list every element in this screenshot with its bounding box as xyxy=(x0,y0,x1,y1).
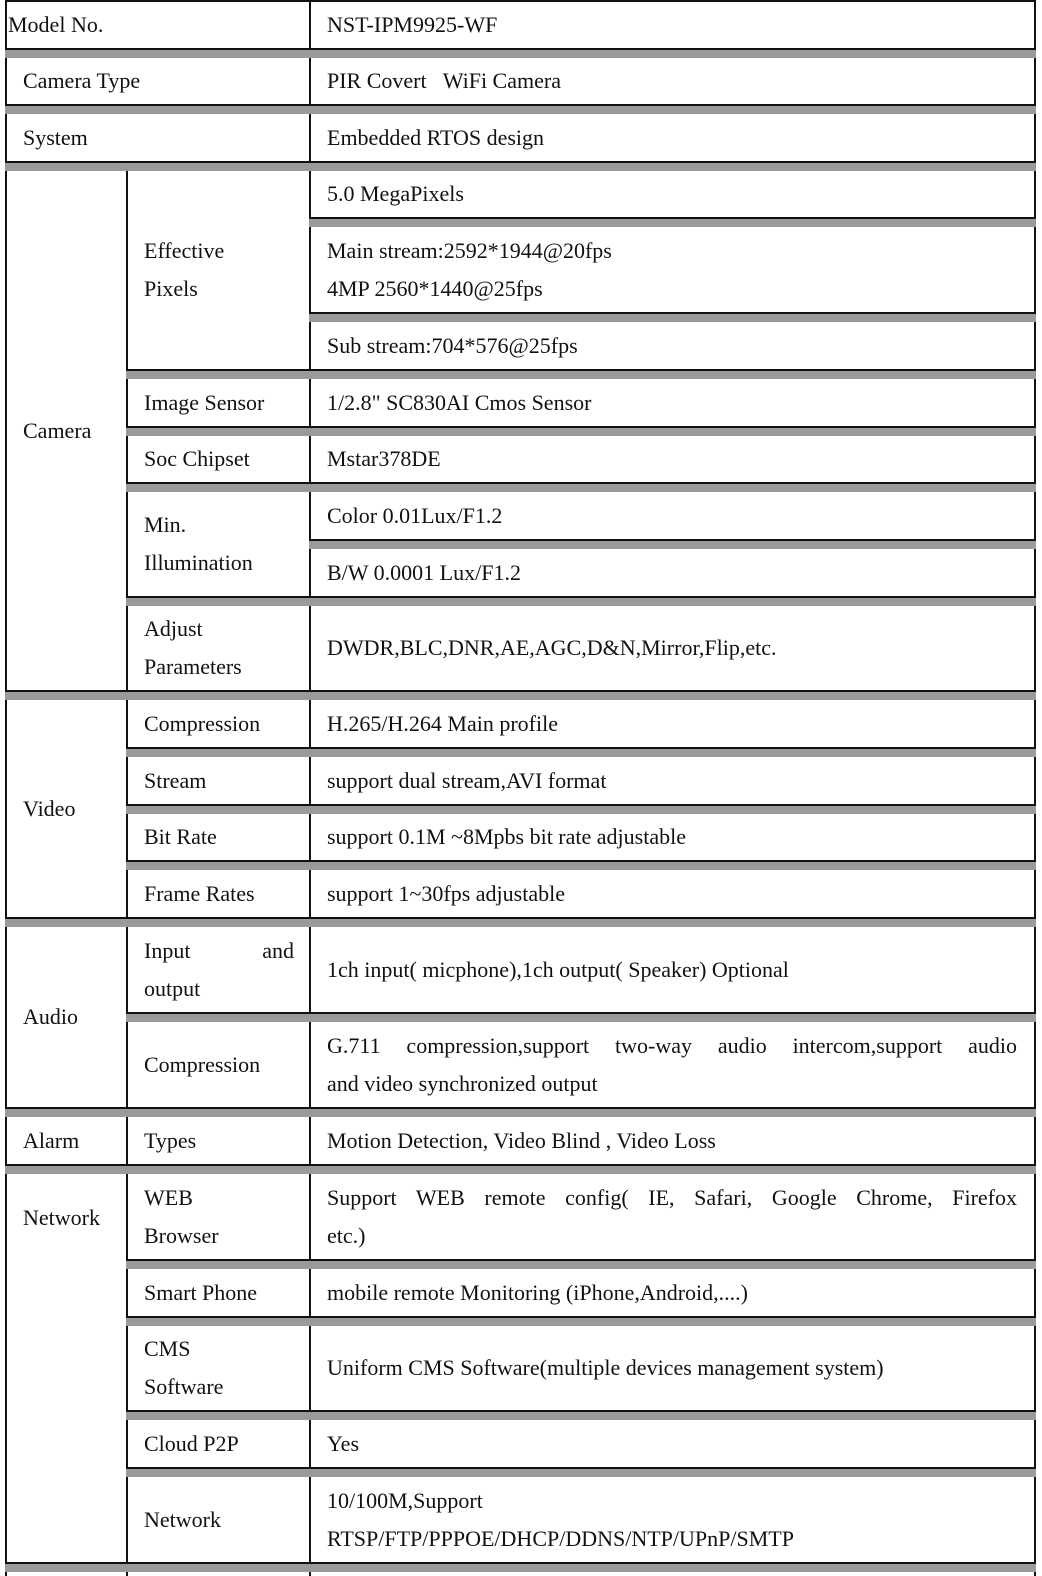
web-browser-value xyxy=(311,1174,1033,1259)
row-label-system: System xyxy=(23,124,88,150)
sub-label-web-browser xyxy=(128,1174,308,1259)
sub-label-types: Types xyxy=(144,1127,197,1153)
web-browser-label-line1: WEB xyxy=(144,1184,193,1210)
row-divider-band xyxy=(5,1109,1036,1117)
adjust-parameters-label-line1: Adjust xyxy=(144,616,203,641)
web-browser-value-line1: Support WEB remote config( IE, Safari, Google Chrome, Firefox xyxy=(327,1184,1017,1210)
stream-value: support dual stream,AVI format xyxy=(327,767,607,793)
image-sensor-value: 1/2.8" SC830AI Cmos Sensor xyxy=(327,389,592,415)
row-divider-band xyxy=(126,862,1036,870)
row-divider-band xyxy=(126,749,1036,757)
sub-label-smart-phone: Smart Phone xyxy=(144,1279,258,1305)
row-divider-band xyxy=(5,106,1036,114)
model-no-value: NST-IPM9925-WF xyxy=(327,12,498,37)
sub-label-network: Network xyxy=(144,1506,221,1532)
row-divider-band xyxy=(126,428,1036,436)
soc-chipset-value: Mstar378DE xyxy=(327,446,441,471)
sub-label-cms-software xyxy=(128,1326,308,1410)
video-compression-value: H.265/H.264 Main profile xyxy=(327,710,558,736)
sub-label-cloud-p2p: Cloud P2P xyxy=(144,1430,239,1456)
min-illumination-color-value: Color 0.01Lux/F1.2 xyxy=(327,502,503,528)
row-divider-band xyxy=(126,1469,1036,1477)
sub-label-image-sensor: Image Sensor xyxy=(144,389,265,415)
group-label-network: Network xyxy=(23,1205,100,1230)
effective-pixels-value-2 xyxy=(311,227,1033,312)
effective-pixels-value-1: 5.0 MegaPixels xyxy=(327,181,464,206)
row-divider-band xyxy=(309,219,1036,227)
network-value xyxy=(311,1477,1033,1562)
smart-phone-value: mobile remote Monitoring (iPhone,Android,....) xyxy=(327,1279,748,1305)
sub-label-bit-rate: Bit Rate xyxy=(144,824,217,849)
frame-rates-value: support 1~30fps adjustable xyxy=(327,880,565,906)
row-divider-band xyxy=(5,1166,1036,1174)
system-value: Embedded RTOS design xyxy=(327,124,545,150)
sub-label-soc-chipset: Soc Chipset xyxy=(144,446,250,471)
table-right-border xyxy=(1034,0,1036,1576)
alarm-types-value: Motion Detection, Video Blind , Video Loss xyxy=(327,1127,716,1153)
sub-label-adjust-parameters xyxy=(128,606,308,690)
row-divider-band xyxy=(5,919,1036,927)
sub-label-input-output xyxy=(128,927,308,1012)
min-illumination-bw-value: B/W 0.0001 Lux/F1.2 xyxy=(327,559,521,585)
group-label-camera: Camera xyxy=(23,417,92,443)
row-divider-band xyxy=(126,1014,1036,1022)
camera-type-value: PIR Covert WiFi Camera xyxy=(327,68,561,93)
row-label-model-no: Model No. xyxy=(8,12,104,37)
row-divider-band xyxy=(309,314,1036,322)
bit-rate-value: support 0.1M ~8Mpbs bit rate adjustable xyxy=(327,824,686,849)
adjust-parameters-value: DWDR,BLC,DNR,AE,AGC,D&N,Mirror,Flip,etc. xyxy=(327,635,777,660)
row-divider-band xyxy=(126,1412,1036,1420)
network-value-line2: RTSP/FTP/PPPOE/DHCP/DDNS/NTP/UPnP/SMTP xyxy=(327,1525,794,1551)
row-divider-band xyxy=(5,163,1036,171)
sub-label-frame-rates: Frame Rates xyxy=(144,880,255,906)
cloud-p2p-value: Yes xyxy=(327,1430,360,1456)
web-browser-label-line2: Browser xyxy=(144,1222,219,1248)
input-output-label-line2: output xyxy=(144,975,201,1001)
audio-compression-line2: and video synchronized output xyxy=(327,1070,598,1096)
row-divider-band xyxy=(126,806,1036,814)
group-label-audio: Audio xyxy=(23,1004,78,1029)
row-divider-band xyxy=(126,484,1036,492)
row-label-camera-type: Camera Type xyxy=(23,68,141,93)
min-illumination-label-line1: Min. xyxy=(144,512,187,537)
cms-software-label-line1: CMS xyxy=(144,1336,191,1361)
network-value-line1: 10/100M,Support xyxy=(327,1487,483,1513)
sub-label-stream: Stream xyxy=(144,767,207,793)
row-divider-band xyxy=(5,50,1036,58)
effective-pixels-label-line2: Pixels xyxy=(144,276,198,301)
input-output-value: 1ch input( micphone),1ch output( Speaker) Optional xyxy=(327,956,789,982)
effective-pixels-value-3: Sub stream:704*576@25fps xyxy=(327,332,578,358)
sub-label-audio-compression: Compression xyxy=(144,1051,261,1077)
cms-software-value: Uniform CMS Software(multiple devices management system) xyxy=(327,1355,884,1380)
effective-pixels-label-line1: Effective xyxy=(144,238,225,263)
input-output-label-line1: Input and xyxy=(144,937,294,963)
row-divider-band xyxy=(5,1564,1036,1572)
cms-software-label-line2: Software xyxy=(144,1374,224,1399)
adjust-parameters-label-line2: Parameters xyxy=(144,654,242,679)
group-label-alarm: Alarm xyxy=(23,1127,80,1153)
web-browser-value-line2: etc.) xyxy=(327,1222,366,1248)
row-divider-band xyxy=(126,371,1036,379)
sub-label-min-illumination xyxy=(128,492,308,596)
min-illumination-label-line2: Illumination xyxy=(144,550,253,575)
group-label-video: Video xyxy=(23,795,76,821)
4mp-line: 4MP 2560*1440@25fps xyxy=(327,275,543,301)
row-divider-band xyxy=(126,1318,1036,1326)
row-divider-band xyxy=(309,541,1036,549)
sub-label-effective-pixels xyxy=(128,171,308,369)
sub-label-video-compression: Compression xyxy=(144,710,261,736)
row-divider-band xyxy=(126,598,1036,606)
row-divider-band xyxy=(5,692,1036,700)
main-stream-line: Main stream:2592*1944@20fps xyxy=(327,237,612,263)
audio-compression-line1: G.711 compression,support two-way audio intercom,support audio xyxy=(327,1032,1017,1058)
audio-compression-value xyxy=(311,1022,1033,1107)
row-divider-band xyxy=(126,1261,1036,1269)
